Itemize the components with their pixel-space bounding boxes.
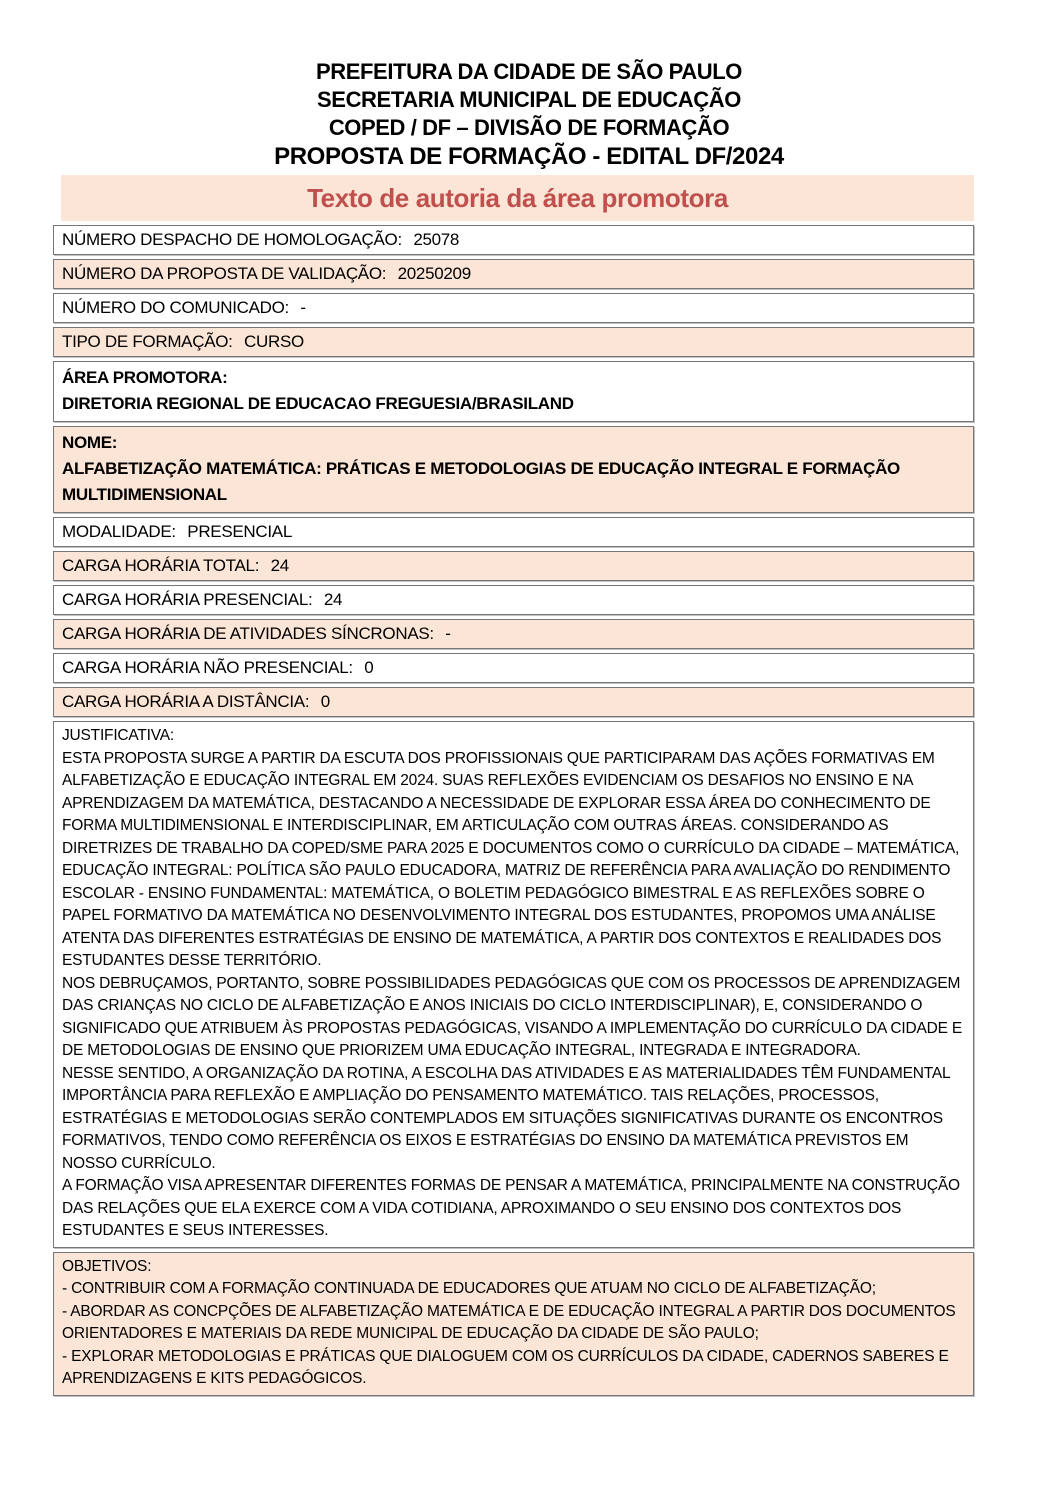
- objetivos-item: - CONTRIBUIR COM A FORMAÇÃO CONTINUADA DE EDUCADORES QUE ATUAM NO CICLO DE ALFABETIZAÇÃO;: [62, 1280, 876, 1297]
- justificativa-paragraph: A FORMAÇÃO VISA APRESENTAR DIFERENTES FORMAS DE PENSAR A MATEMÁTICA, PRINCIPALMENTE NA CONSTRUÇÃO DAS RELAÇÕES QUE ELA EXERCE COM A VIDA COTIDIANA, APROXIMANDO O SEU ENSINO DOS CONTEXTOS DOS ESTUDANTES E SEUS INTERESSES.: [62, 1177, 960, 1239]
- field-nome: [53, 426, 974, 513]
- objetivos-item: - EXPLORAR METODOLOGIAS E PRÁTICAS QUE DIALOGUEM COM OS CURRÍCULOS DA CIDADE, CADERNOS SABERES E APRENDIZAGENS E KITS PEDAGÓGICOS.: [62, 1347, 949, 1387]
- justificativa-paragraph: NESSE SENTIDO, A ORGANIZAÇÃO DA ROTINA, A ESCOLHA DAS ATIVIDADES E AS MATERIALIDADES TÊM FUNDAMENTAL IMPORTÂNCIA PARA REFLEXÃO E AMPLIAÇÃO DO PENSAMENTO MATEMÁTICO. TAIS RELAÇÕES, PROCESSOS, ESTRATÉGIAS E METODOLOGIAS SERÃO CONTEMPLADOS EM SITUAÇÕES SIGNIFICATIVAS DURANTE OS ENCONTROS FORMATIVOS, TENDO COMO REFERÊNCIA OS EIXOS E ESTRATÉGIAS DO ENSINO DA MATEMÁTICA PREVISTOS EM NOSSO CURRÍCULO.: [62, 1064, 950, 1172]
- header-line-proposta: PROPOSTA DE FORMAÇÃO - EDITAL DF/2024: [274, 143, 784, 170]
- field-area-promotora: [53, 361, 974, 422]
- field-label: CARGA HORÁRIA TOTAL:: [62, 556, 260, 575]
- authorship-banner-text: Texto de autoria da área promotora: [307, 183, 728, 213]
- field-label: NÚMERO DA PROPOSTA DE VALIDAÇÃO:: [62, 264, 387, 283]
- justificativa-box: [53, 721, 974, 1248]
- field-value: 24: [323, 590, 343, 609]
- field-carga-horaria-total: [53, 551, 974, 581]
- field-value: -: [445, 624, 451, 643]
- field-carga-horaria-sincronas: [53, 619, 974, 649]
- field-label: NÚMERO DESPACHO DE HOMOLOGAÇÃO:: [62, 230, 402, 249]
- field-label: TIPO DE FORMAÇÃO:: [62, 332, 233, 351]
- field-value: 25078: [413, 230, 460, 249]
- objetivos-item: - ABORDAR AS CONCPÇÕES DE ALFABETIZAÇÃO MATEMÁTICA E DE EDUCAÇÃO INTEGRAL A PARTIR DOS DOCUMENTOS ORIENTADORES E MATERIAIS DA REDE MUNICIPAL DE EDUCAÇÃO DA CIDADE DE SÃO PAULO;: [62, 1302, 956, 1342]
- field-label: NÚMERO DO COMUNICADO:: [62, 298, 289, 317]
- header-line-secretaria: SECRETARIA MUNICIPAL DE EDUCAÇÃO: [317, 87, 741, 112]
- justificativa-title: JUSTIFICATIVA:: [62, 727, 175, 744]
- objetivos-box: [53, 1252, 974, 1396]
- field-value: CURSO: [244, 332, 304, 351]
- field-value: ALFABETIZAÇÃO MATEMÁTICA: PRÁTICAS E METODOLOGIAS DE EDUCAÇÃO INTEGRAL E FORMAÇÃO MULTIDIMENSIONAL: [62, 459, 900, 504]
- field-label: CARGA HORÁRIA A DISTÂNCIA:: [62, 692, 310, 711]
- field-value: -: [300, 298, 306, 317]
- field-label: NOME:: [62, 433, 118, 452]
- field-carga-horaria-presencial: [53, 585, 974, 615]
- field-numero-despacho-homologacao: [53, 225, 974, 255]
- justificativa-paragraph: NOS DEBRUÇAMOS, PORTANTO, SOBRE POSSIBILIDADES PEDAGÓGICAS QUE COM OS PROCESSOS DE APRENDIZAGEM DAS CRIANÇAS NO CICLO DE ALFABETIZAÇÃO E ANOS INICIAIS DO CICLO INTERDISCIPLINAR), E, CONSIDERANDO O SIGNIFICADO QUE ATRIBUEM ÀS PROPOSTAS PEDAGÓGICAS, VISANDO A IMPLEMENTAÇÃO DO CURRÍCULO DA CIDADE E DE METODOLOGIAS DE ENSINO QUE PRIORIZEM UMA EDUCAÇÃO INTEGRAL, INTEGRADA E INTEGRADORA.: [62, 974, 963, 1059]
- field-value: 0: [364, 658, 374, 677]
- field-numero-proposta-validacao: [53, 259, 974, 289]
- field-value: DIRETORIA REGIONAL DE EDUCACAO FREGUESIA/BRASILAND: [62, 394, 574, 413]
- header-line-prefeitura: PREFEITURA DA CIDADE DE SÃO PAULO: [315, 59, 742, 84]
- form-rows: [53, 225, 974, 1396]
- field-value: PRESENCIAL: [187, 522, 292, 541]
- field-carga-horaria-distancia: [53, 687, 974, 717]
- field-value: 0: [320, 692, 330, 711]
- justificativa-paragraph: ESTA PROPOSTA SURGE A PARTIR DA ESCUTA DOS PROFISSIONAIS QUE PARTICIPARAM DAS AÇÕES FORMATIVAS EM ALFABETIZAÇÃO E EDUCAÇÃO INTEGRAL EM 2024. SUAS REFLEXÕES EVIDENCIAM OS DESAFIOS NO ENSINO E NA APRENDIZAGEM DA MATEMÁTICA, DESTACANDO A NECESSIDADE DE EXPLORAR ESSA ÁREA DO CONHECIMENTO DE FORMA MULTIDIMENSIONAL E INTERDISCIPLINAR, EM ARTICULAÇÃO COM OUTRAS ÁREAS. CONSIDERANDO AS DIRETRIZES DE TRABALHO DA COPED/SME PARA 2025 E DOCUMENTOS COMO O CURRÍCULO DA CIDADE – MATEMÁTICA, EDUCAÇÃO INTEGRAL: POLÍTICA SÃO PAULO EDUCADORA, MATRIZ DE REFERÊNCIA PARA AVALIAÇÃO DO RENDIMENTO ESCOLAR - ENSINO FUNDAMENTAL: MATEMÁTICA, O BOLETIM PEDAGÓGICO BIMESTRAL E AS REFLEXÕES SOBRE O PAPEL FORMATIVO DA MATEMÁTICA NO DESENVOLVIMENTO INTEGRAL DOS ESTUDANTES, PROPOMOS UMA ANÁLISE ATENTA DAS DIFERENTES ESTRATÉGIAS DE ENSINO DE MATEMÁTICA, A PARTIR DOS CONTEXTOS E REALIDADES DOS ESTUDANTES DESSE TERRITÓRIO.: [62, 749, 960, 969]
- field-label: CARGA HORÁRIA NÃO PRESENCIAL:: [62, 658, 353, 677]
- field-label: MODALIDADE:: [62, 522, 176, 541]
- field-numero-comunicado: [53, 293, 974, 323]
- field-tipo-formacao: [53, 327, 974, 357]
- field-label: CARGA HORÁRIA DE ATIVIDADES SÍNCRONAS:: [62, 624, 434, 643]
- field-label: CARGA HORÁRIA PRESENCIAL:: [62, 590, 313, 609]
- field-value: 20250209: [397, 264, 471, 283]
- document-header: [0, 58, 1058, 172]
- objetivos-title: OBJETIVOS:: [62, 1257, 152, 1275]
- field-value: 24: [270, 556, 289, 575]
- field-modalidade: [53, 517, 974, 547]
- field-carga-horaria-nao-presencial: [53, 653, 974, 683]
- header-line-coped: COPED / DF – DIVISÃO DE FORMAÇÃO: [328, 115, 730, 140]
- authorship-banner: [61, 175, 974, 221]
- field-label: ÁREA PROMOTORA:: [62, 368, 228, 387]
